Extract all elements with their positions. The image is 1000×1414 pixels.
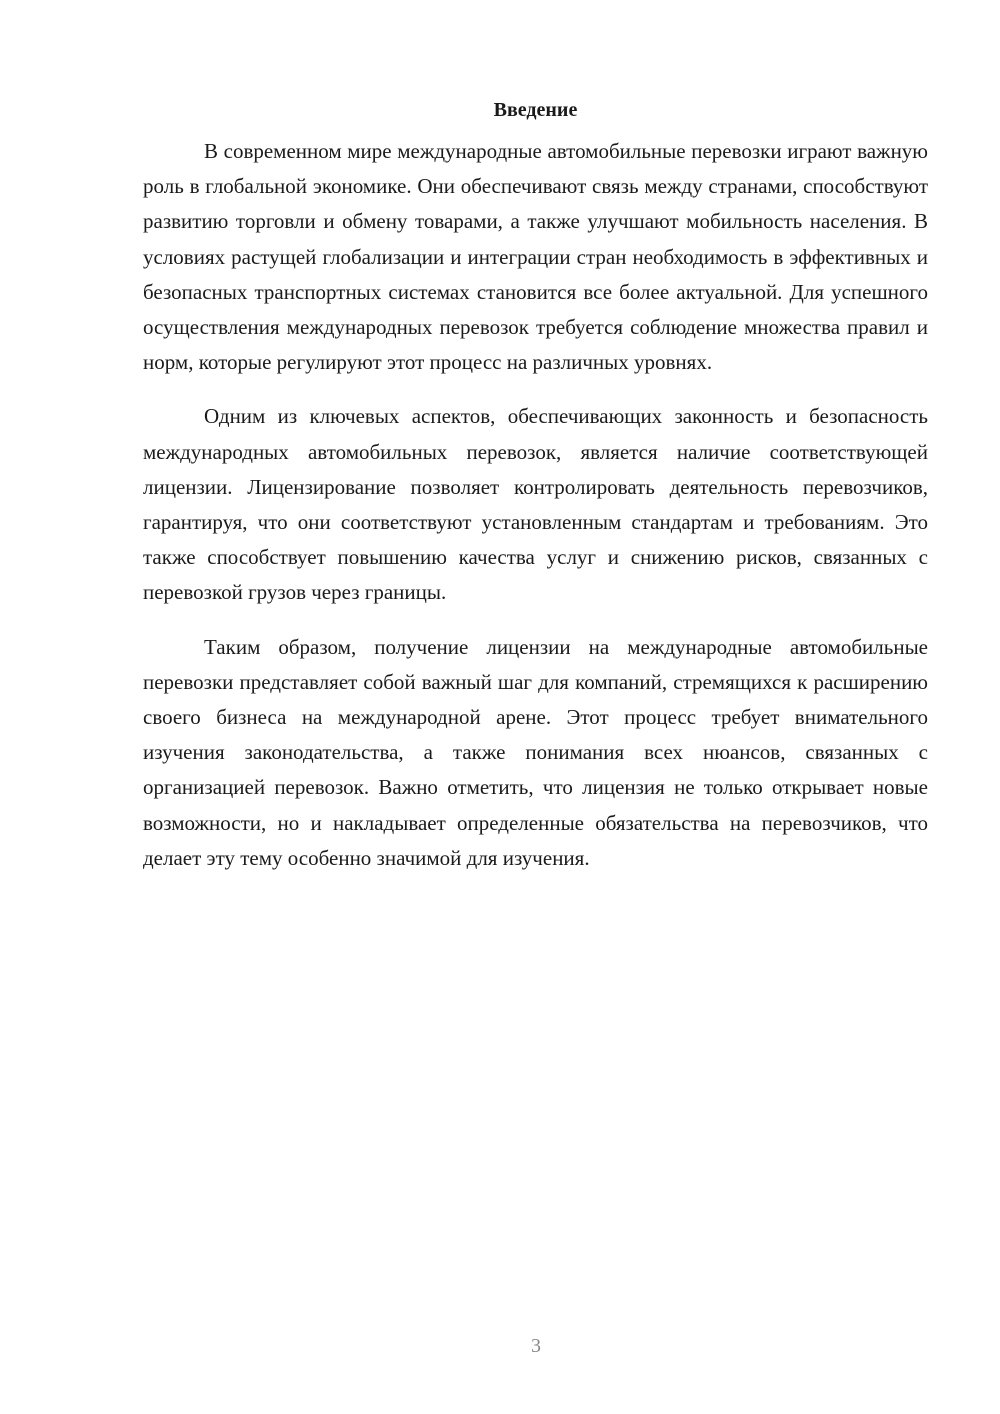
page-content xyxy=(143,96,928,895)
paragraph-2: Одним из ключевых аспектов, обеспечивающих законность и безопасность международных автомобильных перевозок, является наличие соответствующей лицензии. Лицензирование позволяет контролировать деятельность перевозчиков, гарантируя, что они соответствуют установленным стандартам и требованиям. Это также способствует повышению качества услуг и снижению рисков, связанных с перевозкой грузов через границы. xyxy=(143,404,928,605)
paragraph-1: В современном мире международные автомобильные перевозки играют важную роль в глобальной экономике. Они обеспечивают связь между странами, способствуют развитию торговли и обмену товарами, а также улучшают мобильность населения. В условиях растущей глобализации и интеграции стран необходимость в эффективных и безопасных транспортных системах становится все более актуальной. Для успешного осуществления международных перевозок требуется соблюдение множества правил и норм, которые регулируют этот процесс на различных уровнях. xyxy=(143,139,928,375)
page-number: 3 xyxy=(531,1335,541,1357)
paragraph-3: Таким образом, получение лицензии на международные автомобильные перевозки представляет собой важный шаг для компаний, стремящихся к расширению своего бизнеса на международной арене. Этот процесс требует внимательного изучения законодательства, а также понимания всех нюансов, связанных с организацией перевозок. Важно отметить, что лицензия не только открывает новые возможности, но и накладывает определенные обязательства на перевозчиков, что делает эту тему особенно значимой для изучения. xyxy=(143,634,928,870)
section-heading: Введение xyxy=(493,99,578,121)
